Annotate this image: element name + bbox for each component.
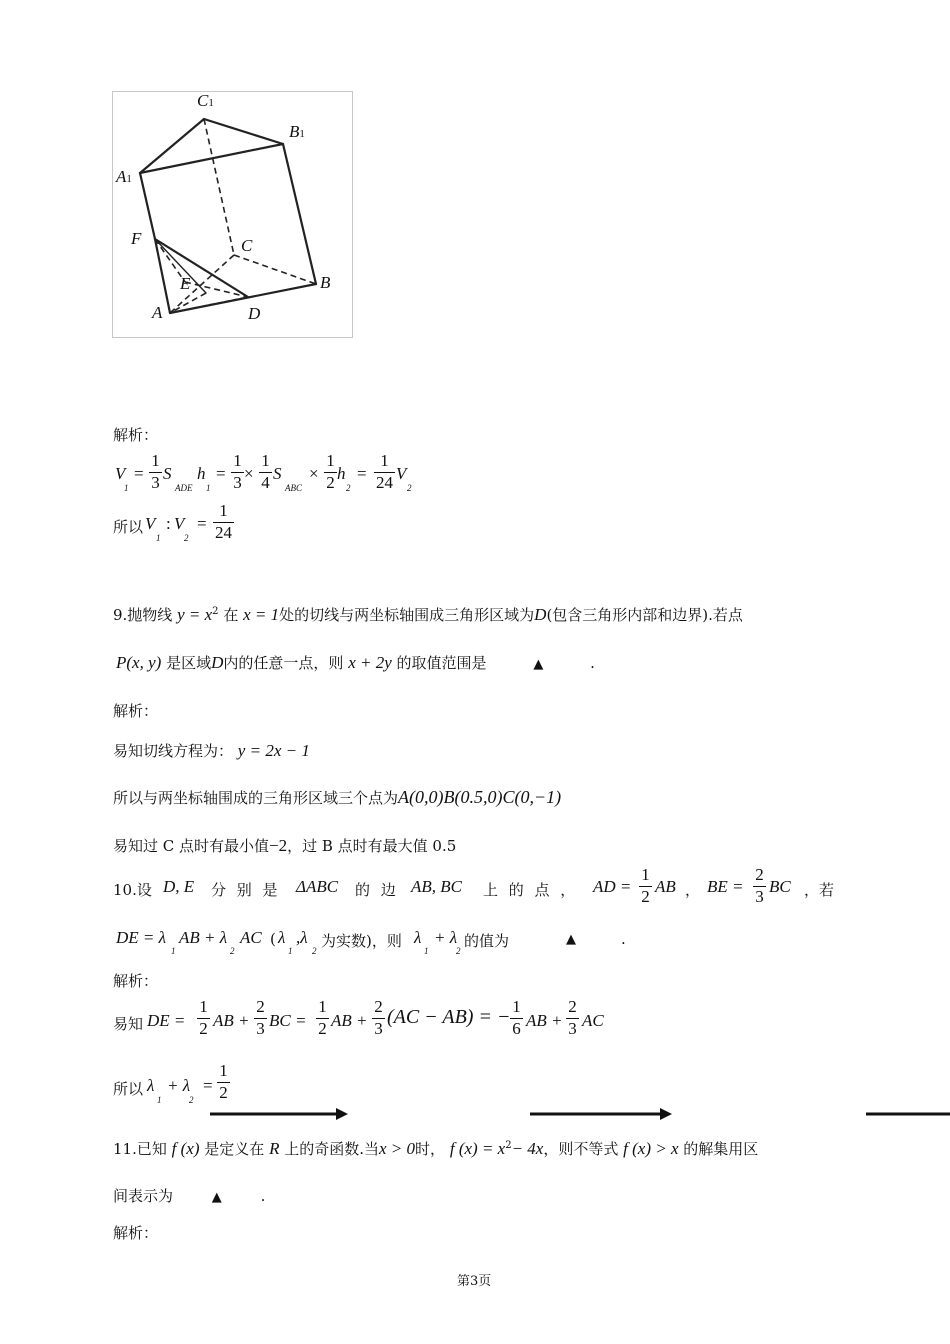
label-a1: A1	[116, 167, 132, 186]
q10-solution: 易知 DE = 1 2 AB + 2 3 BC = 1 2 AB + 2 3 (AC − AB) = − 1 6 AB + 2 3 AC	[113, 997, 604, 1038]
fraction-bar	[197, 1018, 210, 1019]
q9-analysis-label: 解析：	[113, 702, 159, 720]
q11-analysis-label: 解析：	[113, 1224, 159, 1242]
q11-question-line2: 间表示为 ▲ .	[113, 1187, 266, 1205]
prism-diagram	[113, 92, 354, 339]
fraction-bar	[372, 1018, 385, 1019]
q9-question-line2: P(x, y) 是区域D内的任意一点，则 x + 2y 的取值范围是 ▲ .	[116, 653, 595, 672]
fraction-bar	[324, 472, 337, 473]
q9-question-line1: 9.抛物线 $y = x^2$ 在 x = 1处的切线与两坐标轴围成三角形区域为D(包含三角形内部和边界).若点	[113, 605, 743, 624]
label-c1: C1	[197, 91, 214, 110]
q8-volume-formula: V 1 = 1 3 S ADE h 1 = 1 3 × 1 4 S ABC × 1 2 h 2 = 1 24 V 2	[115, 451, 412, 493]
prism-figure	[112, 91, 353, 338]
q9-triangle-vertices: 所以与两坐标轴围成的三角形区域三个点为A(0,0)B(0.5,0)C(0,−1)	[113, 787, 562, 807]
frac-1-3: 1 3	[149, 452, 162, 492]
q10-question-line1: 10.设 D, E 分 别 是 ΔABC 的 边 AB, BC 上 的 点 ， AD = 1 2 AB ， BE = 2 3 BC ，若	[113, 865, 835, 906]
label-b: B	[320, 273, 331, 292]
label-e: E	[180, 274, 191, 293]
q11-question-line1: 11.已知 f (x) 是定义在 R 上的奇函数.当x > 0时， f $(x) = x^2- 4x$，则不等式 f (x) > x 的解集用区	[113, 1139, 759, 1158]
fraction-bar	[510, 1018, 523, 1019]
arrow-2	[530, 1108, 672, 1120]
q8-analysis-label: 解析：	[113, 426, 159, 444]
label-c: C	[241, 236, 253, 255]
q8-ratio: 所以 V 1 : V 2 = 1 24	[113, 501, 232, 543]
answer-blank-triangle: ▲	[566, 932, 576, 947]
answer-blank-triangle: ▲	[211, 1190, 222, 1205]
label-b1: B1	[289, 122, 305, 141]
fraction-bar	[217, 1082, 230, 1083]
fraction-bar	[753, 886, 766, 887]
q9-extrema: 易知过 C 点时有最小值−2，过 B 点时有最大值 0.5	[113, 836, 457, 855]
fraction-bar	[259, 472, 272, 473]
label-a: A	[152, 303, 163, 322]
fraction-bar	[254, 1018, 267, 1019]
vector-arrows	[0, 1105, 950, 1125]
q9-tangent-line: 易知切线方程为： y = 2x − 1	[113, 741, 310, 760]
fraction-bar	[213, 522, 234, 523]
answer-blank-triangle: ▲	[533, 657, 544, 672]
q10-analysis-label: 解析：	[113, 972, 159, 990]
fraction-bar	[374, 472, 395, 473]
fraction-bar	[316, 1018, 329, 1019]
page-number: 第3页	[457, 1274, 492, 1289]
label-f: F	[131, 229, 142, 248]
q10-answer: 所以 λ 1 + λ 2 = 1 2	[113, 1062, 253, 1108]
fraction-bar	[231, 472, 244, 473]
label-d: D	[248, 304, 261, 323]
arrow-1	[210, 1108, 348, 1120]
fraction-bar	[639, 886, 652, 887]
q10-question-line2: DE = λ 1 AB + λ 2 AC ( λ 1 ,λ 2 为实数)，则 λ 1 + λ 2 的值为 ▲ .	[116, 928, 626, 956]
fraction-bar	[566, 1018, 579, 1019]
fraction-bar	[149, 472, 162, 473]
